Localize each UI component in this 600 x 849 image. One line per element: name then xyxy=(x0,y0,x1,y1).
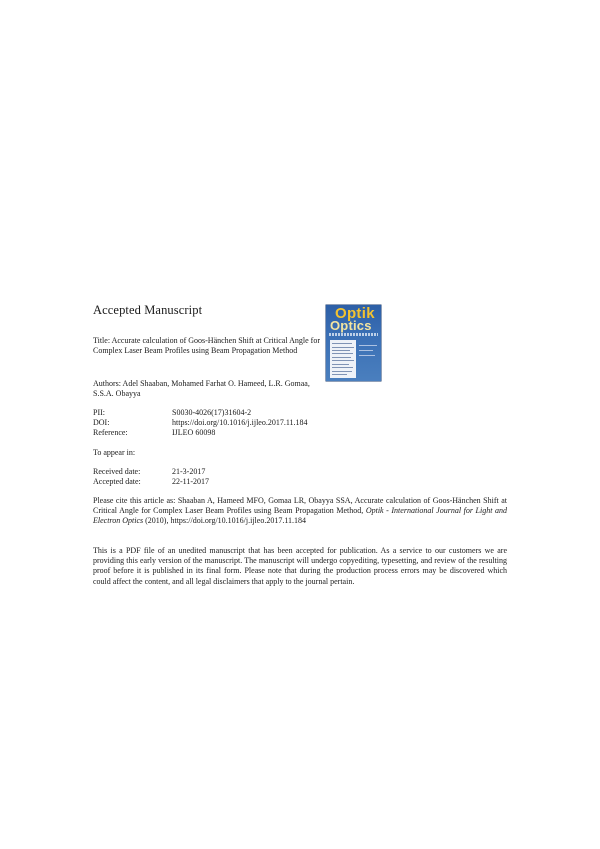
date-label: Received date: xyxy=(93,467,141,476)
meta-row-pii xyxy=(93,408,308,418)
cover-panel-line xyxy=(332,360,354,361)
cover-panel-line xyxy=(332,367,353,368)
cover-right-line xyxy=(359,355,375,356)
cover-panel-line xyxy=(332,374,347,375)
cover-wordmark-bottom: Optics xyxy=(330,318,372,333)
citation-paragraph xyxy=(93,496,507,527)
cover-panel-line xyxy=(332,350,350,351)
article-authors: Authors: Adel Shaaban, Mohamed Farhat O. Hameed, L.R. Gomaa, S.S.A. Obayya xyxy=(93,379,310,399)
meta-label: Reference: xyxy=(93,428,128,438)
article-dates xyxy=(93,467,209,487)
date-label: Accepted date: xyxy=(93,477,141,487)
cover-panel-line xyxy=(332,353,353,354)
meta-value: S0030-4026(17)31604-2 xyxy=(172,408,252,417)
meta-label: DOI: xyxy=(93,418,110,428)
meta-row-reference xyxy=(93,428,308,438)
cover-panel-line xyxy=(332,357,351,358)
date-row-accepted xyxy=(93,477,209,487)
citation-text: Please cite this article as: Shaaban A, Hameed MFO, Gomaa LR, Obayya SSA, Accurate calculation of Goos-Hänchen Shift at Critical Angle for Complex Laser Beam Profiles using Beam Propagation Method, xyxy=(93,496,507,516)
date-row-received xyxy=(93,467,209,477)
date-value: 22-11-2017 xyxy=(172,477,210,487)
cover-wordmark-top: Optik xyxy=(335,305,375,322)
journal-cover-image xyxy=(326,305,381,381)
cover-panel-line xyxy=(332,343,352,344)
article-metadata xyxy=(93,408,308,439)
disclaimer-paragraph: This is a PDF file of an unedited manuscript that has been accepted for publication. As a service to our customers we are providing this early version of the manuscript. The manuscript will undergo copyediting, typesetting, and review of the resulting proof before it is published in its final form. Please note that during the production process errors may be discovered which could affect the content, and all legal disclaimers that apply to the journal pertain. xyxy=(93,546,507,586)
cover-right-line xyxy=(359,345,377,346)
meta-value: IJLEO 60098 xyxy=(172,428,216,438)
cover-panel-line xyxy=(332,371,352,372)
meta-label: PII: xyxy=(93,408,105,417)
date-value: 21-3-2017 xyxy=(172,467,206,476)
cover-right-line xyxy=(359,350,373,351)
to-appear-label: To appear in: xyxy=(93,448,136,457)
article-title: Title: Accurate calculation of Goos-Hänchen Shift at Critical Angle for Complex Laser Beam Profiles using Beam Propagation Method xyxy=(93,336,320,356)
citation-tail: (2010), https://doi.org/10.1016/j.ijleo.2017.11.184 xyxy=(143,516,307,526)
cover-subtitle-strip xyxy=(329,333,378,336)
page-heading: Accepted Manuscript xyxy=(93,303,203,317)
cover-panel-line xyxy=(332,347,354,348)
meta-value: https://doi.org/10.1016/j.ijleo.2017.11.184 xyxy=(172,418,308,428)
cover-panel-line xyxy=(332,364,349,365)
cover-contents-panel xyxy=(330,340,356,378)
citation-journal: Optik - International Journal for Light and Electron Optics xyxy=(93,506,507,526)
meta-row-doi xyxy=(93,418,308,428)
